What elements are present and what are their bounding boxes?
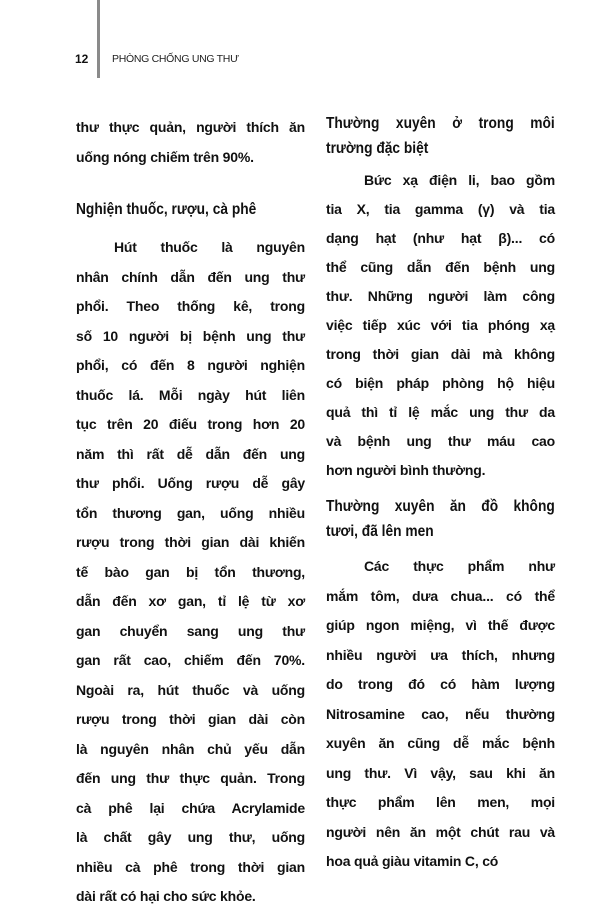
text-line: gan chuyển sang ung thư bbox=[76, 622, 305, 639]
text-line: uống nóng chiếm trên 90%. bbox=[76, 148, 254, 165]
section-heading: Nghiện thuốc, rượu, cà phê bbox=[76, 201, 257, 218]
text-line: tia X, tia gamma (γ) và tia bbox=[326, 201, 555, 217]
text-line: có biện pháp phòng hộ hiệu bbox=[326, 375, 555, 391]
text-line: tế bào gan bị tổn thương, bbox=[76, 563, 305, 580]
text-line: dài rất có hại cho sức khỏe. bbox=[76, 888, 256, 904]
text-line: thực phẩm lên men, mọi bbox=[326, 794, 555, 810]
text-line: người nên ăn một chút rau và bbox=[326, 823, 555, 840]
text-line: gan rất cao, chiếm đến 70%. bbox=[76, 652, 305, 668]
text-line: thể cũng dẫn đến bệnh ung bbox=[326, 259, 555, 275]
text-line: Hút thuốc là nguyên bbox=[114, 239, 305, 255]
header-divider bbox=[97, 0, 100, 78]
right-paragraph-1 bbox=[326, 166, 555, 485]
right-paragraph-2 bbox=[326, 552, 555, 877]
text-line: Ngoài ra, hút thuốc và uống bbox=[76, 681, 305, 698]
text-line: thư phổi. Uống rượu dễ gây bbox=[76, 475, 305, 491]
section-heading: Thường xuyên ở trong môi trường đặc biệt bbox=[326, 115, 555, 157]
text-line: cà phê lại chứa Acrylamide bbox=[76, 799, 305, 816]
text-line: thư. Những người làm công bbox=[326, 288, 555, 304]
text-line: do trong đó có hàm lượng bbox=[326, 676, 555, 692]
text-line: thư thực quản, người thích ăn bbox=[76, 119, 305, 135]
text-line: phổi. Theo thống kê, trong bbox=[76, 298, 305, 314]
text-line: Nitrosamine cao, nếu thường bbox=[326, 705, 555, 722]
text-line: rượu trong thời gian dài khiến bbox=[76, 534, 305, 550]
text-line: đến ung thư thực quản. Trong bbox=[76, 770, 305, 786]
running-title: PHÒNG CHỐNG UNG THƯ bbox=[112, 53, 239, 65]
text-line: dẫn đến xơ gan, tỉ lệ từ xơ bbox=[76, 593, 305, 609]
text-line: là nguyên nhân chủ yếu dẫn bbox=[76, 740, 305, 757]
text-line: xuyên ăn cũng dễ mắc bệnh bbox=[326, 735, 555, 751]
text-line: thuốc lá. Mỗi ngày hút liên bbox=[76, 386, 305, 403]
text-line: hơn người bình thường. bbox=[326, 462, 486, 478]
section-heading: Thường xuyên ăn đồ không tươi, đã lên men bbox=[326, 498, 555, 540]
text-line: dạng hạt (như hạt β)... có bbox=[326, 230, 555, 246]
page-number: 12 bbox=[75, 52, 89, 66]
text-line: số 10 người bị bệnh ung thư bbox=[76, 327, 305, 344]
left-intro bbox=[76, 113, 305, 172]
text-line: năm thì rất dễ dẫn đến ung bbox=[76, 445, 305, 462]
text-line: giúp ngon miệng, vì thế được bbox=[326, 617, 555, 633]
left-paragraph bbox=[76, 233, 305, 912]
text-line: là chất gây ung thư, uống bbox=[76, 829, 305, 845]
text-line: quả thì tỉ lệ mắc ung thư da bbox=[326, 404, 555, 420]
text-line: tục trên 20 điếu trong hơn 20 bbox=[76, 416, 305, 432]
text-line: tổn thương gan, uống nhiều bbox=[76, 504, 305, 521]
text-line: ung thư. Vì vậy, sau khi ăn bbox=[326, 764, 555, 781]
text-line: nhân chính dẫn đến ung thư bbox=[76, 268, 305, 285]
text-line: Bức xạ điện li, bao gồm bbox=[364, 172, 555, 188]
text-line: trong thời gian dài mà không bbox=[326, 346, 555, 362]
text-line: rượu trong thời gian dài còn bbox=[76, 711, 305, 727]
text-line: phổi, có đến 8 người nghiện bbox=[76, 357, 305, 373]
text-line: hoa quả giàu vitamin C, có bbox=[326, 853, 499, 869]
text-line: Các thực phẩm như bbox=[364, 558, 555, 574]
text-line: việc tiếp xúc với tia phóng xạ bbox=[326, 317, 555, 333]
text-line: mắm tôm, dưa chua... có thể bbox=[326, 587, 555, 604]
text-line: và bệnh ung thư máu cao bbox=[326, 433, 555, 449]
text-line: nhiều cà phê trong thời gian bbox=[76, 858, 305, 875]
text-line: nhiều người ưa thích, nhưng bbox=[326, 646, 555, 663]
